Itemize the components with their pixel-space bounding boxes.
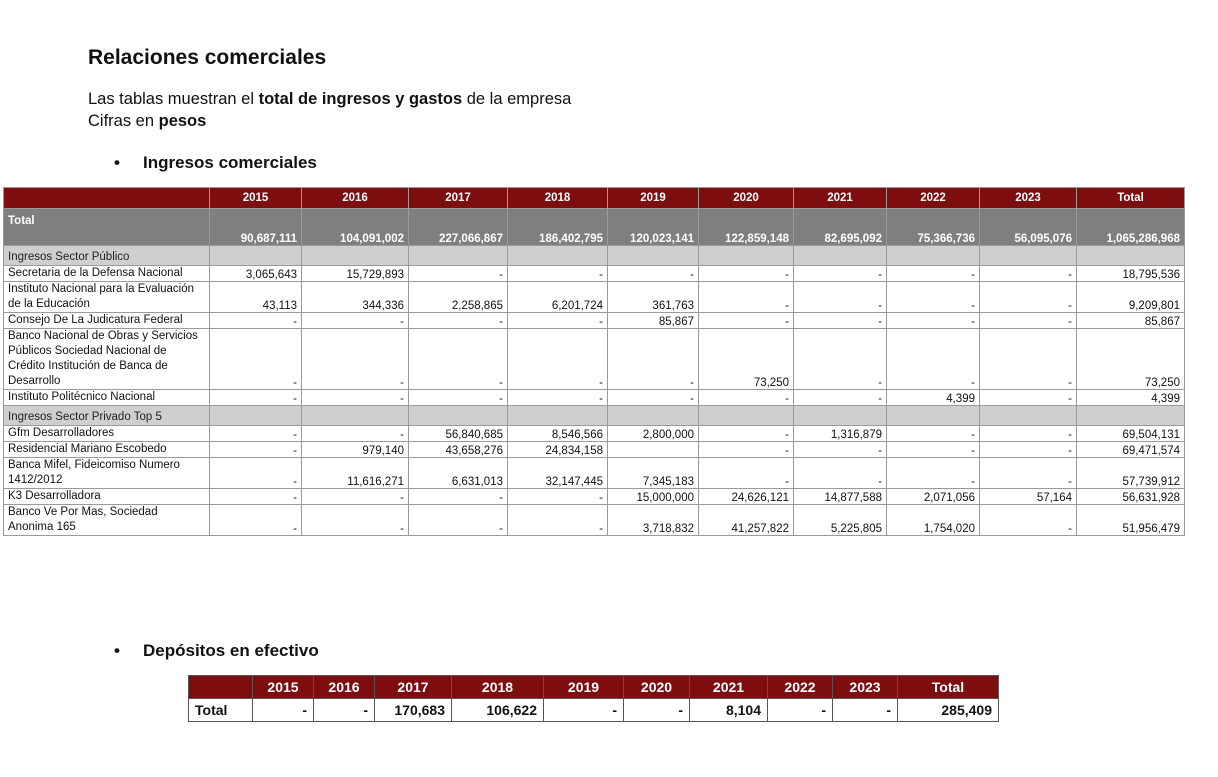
table-cell: - xyxy=(887,282,980,313)
page-title: Relaciones comerciales xyxy=(88,46,327,69)
table-cell xyxy=(508,246,608,266)
table-cell: - xyxy=(833,699,898,722)
column-header: 2019 xyxy=(608,188,699,209)
table-cell: - xyxy=(508,266,608,282)
table-row xyxy=(4,266,1185,282)
table-row xyxy=(4,313,1185,329)
bullet-icon: • xyxy=(114,153,120,172)
table-cell: - xyxy=(699,458,794,489)
table-cell: 170,683 xyxy=(375,699,452,722)
table-cell: 344,336 xyxy=(302,282,409,313)
column-header: 2018 xyxy=(452,676,544,699)
table-cell xyxy=(794,406,887,426)
table-cell: - xyxy=(302,426,409,442)
intro-text-part: Las tablas muestran el xyxy=(88,90,259,108)
table-cell: - xyxy=(980,458,1077,489)
ingresos-table xyxy=(3,187,1185,536)
table-cell: - xyxy=(794,390,887,406)
table-cell: 43,113 xyxy=(210,282,302,313)
table-cell: - xyxy=(210,442,302,458)
table-cell: - xyxy=(608,390,699,406)
table-cell: - xyxy=(409,313,508,329)
table-cell xyxy=(409,406,508,426)
table-cell: - xyxy=(508,329,608,390)
table-cell: 1,754,020 xyxy=(887,505,980,536)
table-cell: - xyxy=(508,505,608,536)
table-row-total xyxy=(189,699,999,722)
table-cell xyxy=(1077,406,1185,426)
row-label: Total xyxy=(189,699,253,722)
table-cell: - xyxy=(980,390,1077,406)
table-cell: 361,763 xyxy=(608,282,699,313)
table-cell: 4,399 xyxy=(887,390,980,406)
table-cell: 56,631,928 xyxy=(1077,489,1185,505)
table-cell: 73,250 xyxy=(1077,329,1185,390)
table-cell: - xyxy=(302,329,409,390)
table-cell: - xyxy=(980,266,1077,282)
table-cell: 122,859,148 xyxy=(699,209,794,246)
table-cell: - xyxy=(794,442,887,458)
table-cell: - xyxy=(210,458,302,489)
table-cell: 7,345,183 xyxy=(608,458,699,489)
table-cell xyxy=(508,406,608,426)
intro-text xyxy=(88,88,571,132)
table-cell xyxy=(887,406,980,426)
table-cell: - xyxy=(980,442,1077,458)
table-cell: - xyxy=(980,313,1077,329)
table-cell xyxy=(302,406,409,426)
column-header: 2015 xyxy=(210,188,302,209)
table-cell: 8,104 xyxy=(690,699,768,722)
table-cell: - xyxy=(253,699,314,722)
table-cell: 69,504,131 xyxy=(1077,426,1185,442)
table-cell xyxy=(302,246,409,266)
table-row xyxy=(4,426,1185,442)
table-row xyxy=(4,442,1185,458)
table-cell xyxy=(608,406,699,426)
table-row xyxy=(4,458,1185,489)
table-cell: - xyxy=(887,458,980,489)
table-cell: 3,718,832 xyxy=(608,505,699,536)
table-row-total xyxy=(4,209,1185,246)
table-cell: 2,258,865 xyxy=(409,282,508,313)
table-cell: 1,316,879 xyxy=(794,426,887,442)
table-row xyxy=(4,505,1185,536)
table-cell: - xyxy=(794,458,887,489)
section-label: Ingresos Sector Público xyxy=(4,246,210,266)
table-cell: 75,366,736 xyxy=(887,209,980,246)
table-cell: - xyxy=(887,329,980,390)
row-label: Gfm Desarrolladores xyxy=(4,426,210,442)
table-cell xyxy=(608,246,699,266)
table-cell: 56,095,076 xyxy=(980,209,1077,246)
row-label: K3 Desarrolladora xyxy=(4,489,210,505)
table-cell: - xyxy=(210,313,302,329)
table-cell xyxy=(980,406,1077,426)
table-cell: - xyxy=(980,329,1077,390)
table-cell: 227,066,867 xyxy=(409,209,508,246)
row-label: Instituto Politécnico Nacional xyxy=(4,390,210,406)
column-header: 2018 xyxy=(508,188,608,209)
column-header: 2021 xyxy=(794,188,887,209)
table-cell: - xyxy=(302,489,409,505)
section-heading-depositos xyxy=(114,641,319,661)
column-header: 2019 xyxy=(544,676,624,699)
intro-text-part: de la empresa xyxy=(462,90,572,108)
table-cell: - xyxy=(699,426,794,442)
table-cell: 82,695,092 xyxy=(794,209,887,246)
table-cell: 69,471,574 xyxy=(1077,442,1185,458)
table-row xyxy=(4,329,1185,390)
table-header-row xyxy=(4,188,1185,209)
table-cell: 285,409 xyxy=(898,699,999,722)
table-cell: - xyxy=(608,266,699,282)
column-header: 2020 xyxy=(699,188,794,209)
intro-line-1 xyxy=(88,88,571,110)
table-header-row xyxy=(189,676,999,699)
depositos-table xyxy=(188,675,999,722)
table-cell xyxy=(980,246,1077,266)
table-cell xyxy=(699,246,794,266)
table-cell: 106,622 xyxy=(452,699,544,722)
table-cell xyxy=(608,442,699,458)
table-cell: 32,147,445 xyxy=(508,458,608,489)
column-header xyxy=(189,676,253,699)
intro-text-part: Cifras en xyxy=(88,112,159,130)
table-cell: - xyxy=(980,282,1077,313)
table-cell: - xyxy=(210,426,302,442)
table-cell: - xyxy=(887,442,980,458)
table-cell: 24,626,121 xyxy=(699,489,794,505)
table-cell: 6,631,013 xyxy=(409,458,508,489)
table-cell: 4,399 xyxy=(1077,390,1185,406)
table-cell: - xyxy=(409,266,508,282)
table-cell: - xyxy=(699,390,794,406)
section-title: Depósitos en efectivo xyxy=(143,641,319,660)
row-label: Total xyxy=(4,209,210,246)
table-cell: - xyxy=(699,266,794,282)
table-cell: 14,877,588 xyxy=(794,489,887,505)
row-label: Instituto Nacional para la Evaluación de la Educación xyxy=(4,282,210,313)
table-cell: - xyxy=(409,505,508,536)
table-cell: 2,071,056 xyxy=(887,489,980,505)
table-cell: 1,065,286,968 xyxy=(1077,209,1185,246)
row-label: Banco Ve Por Mas, Sociedad Anonima 165 xyxy=(4,505,210,536)
column-header: Total xyxy=(1077,188,1185,209)
table-cell: - xyxy=(508,489,608,505)
table-cell xyxy=(210,246,302,266)
section-title: Ingresos comerciales xyxy=(143,153,317,172)
table-cell: - xyxy=(210,390,302,406)
intro-line-2 xyxy=(88,110,571,132)
table-cell: 120,023,141 xyxy=(608,209,699,246)
table-cell: - xyxy=(409,489,508,505)
column-header: 2016 xyxy=(314,676,375,699)
table-cell: - xyxy=(409,329,508,390)
column-header: 2023 xyxy=(980,188,1077,209)
column-header: 2016 xyxy=(302,188,409,209)
table-cell: - xyxy=(302,313,409,329)
table-cell: 56,840,685 xyxy=(409,426,508,442)
table-cell: 9,209,801 xyxy=(1077,282,1185,313)
table-cell: - xyxy=(887,313,980,329)
table-cell: 24,834,158 xyxy=(508,442,608,458)
table-cell: - xyxy=(624,699,690,722)
table-cell: - xyxy=(980,505,1077,536)
row-label: Residencial Mariano Escobedo xyxy=(4,442,210,458)
table-cell: 8,546,566 xyxy=(508,426,608,442)
table-cell: 2,800,000 xyxy=(608,426,699,442)
column-header: Total xyxy=(898,676,999,699)
table-cell: - xyxy=(544,699,624,722)
table-cell: - xyxy=(508,313,608,329)
intro-bold-part: total de ingresos y gastos xyxy=(258,90,463,108)
table-cell xyxy=(1077,246,1185,266)
table-cell: 57,164 xyxy=(980,489,1077,505)
column-header: 2021 xyxy=(690,676,768,699)
table-row xyxy=(4,282,1185,313)
table-cell: - xyxy=(210,329,302,390)
intro-bold-part: pesos xyxy=(158,112,207,130)
table-cell: 43,658,276 xyxy=(409,442,508,458)
table-cell: 51,956,479 xyxy=(1077,505,1185,536)
table-cell xyxy=(210,406,302,426)
column-header xyxy=(4,188,210,209)
section-heading-ingresos xyxy=(114,153,317,173)
table-cell xyxy=(699,406,794,426)
table-cell: - xyxy=(887,266,980,282)
table-cell: - xyxy=(887,426,980,442)
table-cell: - xyxy=(794,282,887,313)
table-cell: - xyxy=(302,505,409,536)
table-cell: 11,616,271 xyxy=(302,458,409,489)
table-cell: - xyxy=(508,390,608,406)
table-cell: - xyxy=(768,699,833,722)
row-label: Banco Nacional de Obras y Servicios Públicos Sociedad Nacional de Crédito Institución de Banca de Desarrollo xyxy=(4,329,210,390)
column-header: 2017 xyxy=(375,676,452,699)
table-cell xyxy=(409,246,508,266)
column-header: 2020 xyxy=(624,676,690,699)
table-cell: - xyxy=(794,266,887,282)
table-cell: - xyxy=(314,699,375,722)
table-cell: 6,201,724 xyxy=(508,282,608,313)
table-cell: - xyxy=(794,329,887,390)
section-label: Ingresos Sector Privado Top 5 xyxy=(4,406,210,426)
column-header: 2022 xyxy=(887,188,980,209)
table-cell: 979,140 xyxy=(302,442,409,458)
column-header: 2015 xyxy=(253,676,314,699)
table-cell: 18,795,536 xyxy=(1077,266,1185,282)
table-section-row xyxy=(4,246,1185,266)
table-cell: - xyxy=(302,390,409,406)
table-cell: - xyxy=(699,313,794,329)
table-cell: 5,225,805 xyxy=(794,505,887,536)
bullet-icon: • xyxy=(114,641,120,660)
table-row xyxy=(4,390,1185,406)
column-header: 2022 xyxy=(768,676,833,699)
row-label: Banca Mifel, Fideicomiso Numero 1412/2012 xyxy=(4,458,210,489)
table-cell: 85,867 xyxy=(1077,313,1185,329)
column-header: 2017 xyxy=(409,188,508,209)
table-cell xyxy=(887,246,980,266)
table-cell: - xyxy=(409,390,508,406)
table-cell: 85,867 xyxy=(608,313,699,329)
table-cell: 15,000,000 xyxy=(608,489,699,505)
table-section-row xyxy=(4,406,1185,426)
table-cell: 73,250 xyxy=(699,329,794,390)
table-cell: - xyxy=(699,442,794,458)
table-cell: 15,729,893 xyxy=(302,266,409,282)
table-cell: 104,091,002 xyxy=(302,209,409,246)
column-header: 2023 xyxy=(833,676,898,699)
row-label: Consejo De La Judicatura Federal xyxy=(4,313,210,329)
table-cell: 90,687,111 xyxy=(210,209,302,246)
table-cell: - xyxy=(699,282,794,313)
table-cell: - xyxy=(210,489,302,505)
table-cell: - xyxy=(210,505,302,536)
table-cell: - xyxy=(980,426,1077,442)
table-cell: - xyxy=(608,329,699,390)
table-cell: - xyxy=(794,313,887,329)
table-cell: 57,739,912 xyxy=(1077,458,1185,489)
table-cell: 3,065,643 xyxy=(210,266,302,282)
table-row xyxy=(4,489,1185,505)
table-cell: 41,257,822 xyxy=(699,505,794,536)
row-label: Secretaria de la Defensa Nacional xyxy=(4,266,210,282)
table-cell xyxy=(794,246,887,266)
table-cell: 186,402,795 xyxy=(508,209,608,246)
